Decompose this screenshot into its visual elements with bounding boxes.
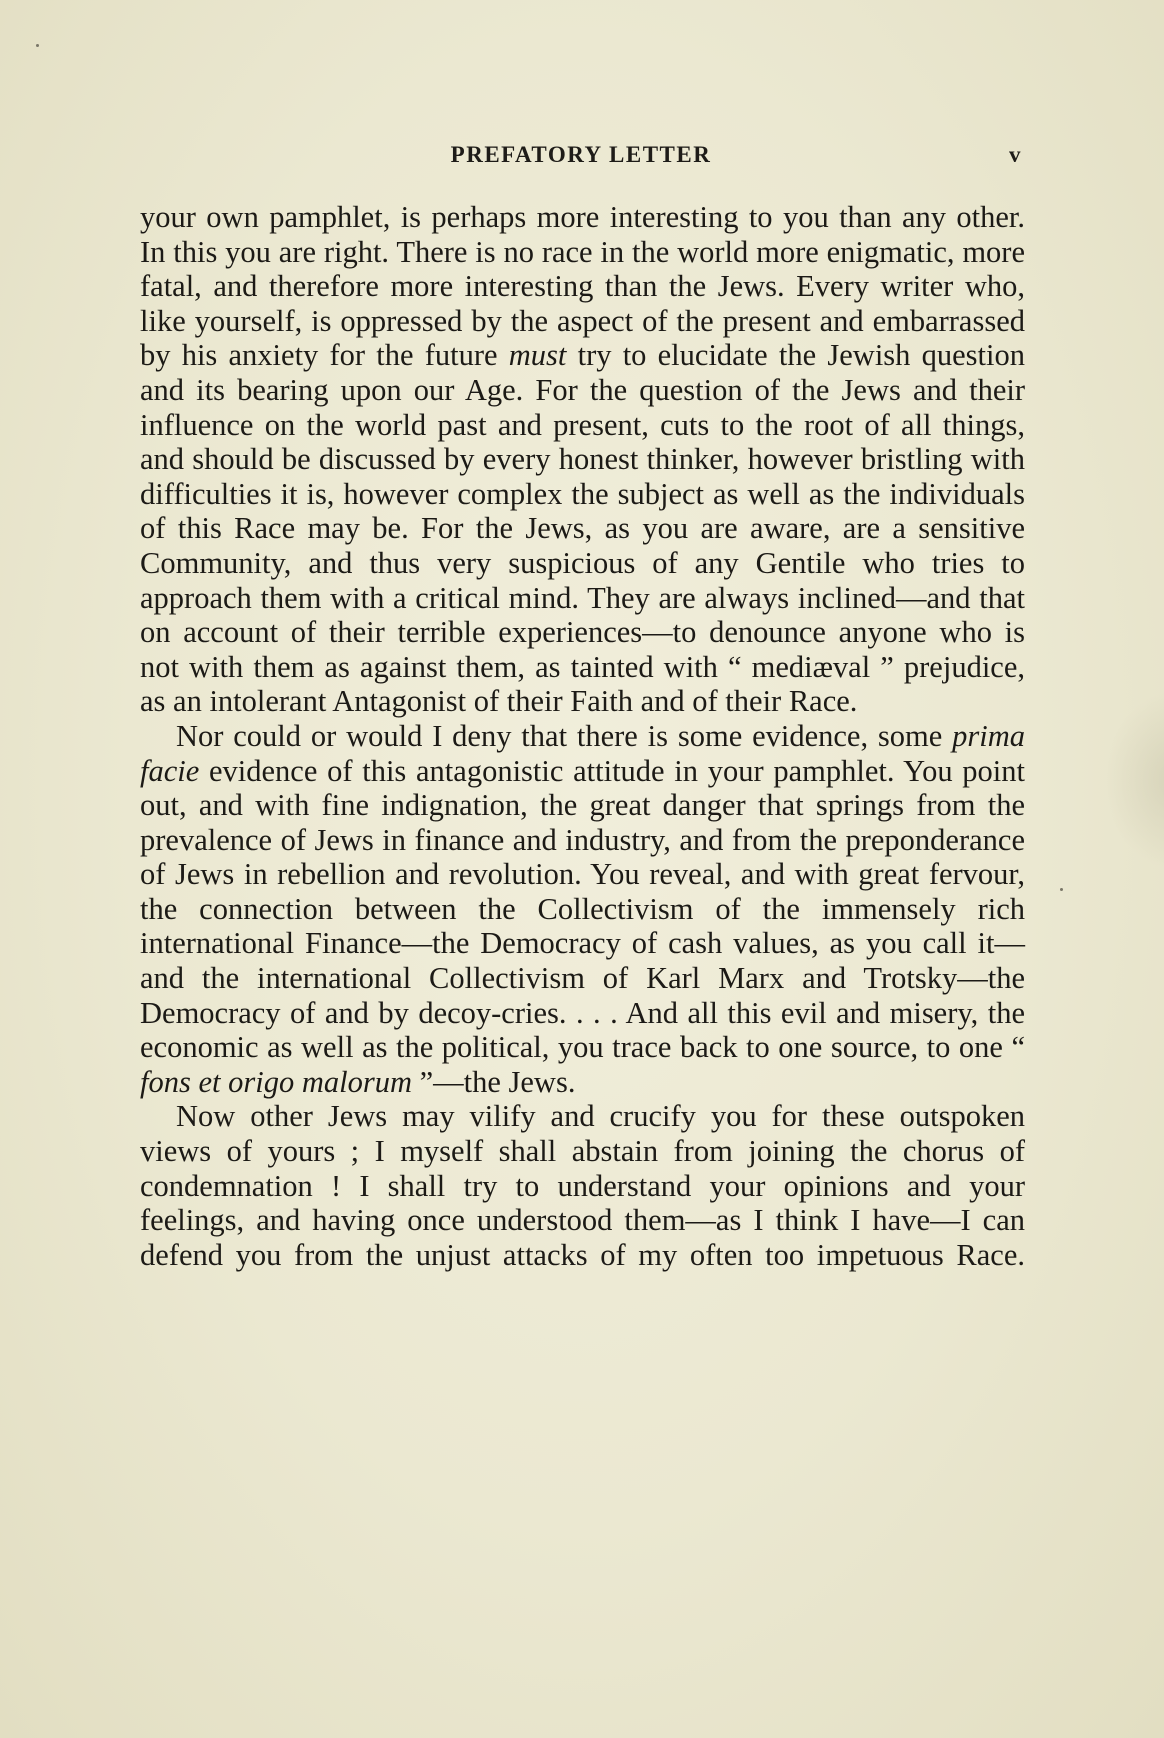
paragraph-3 — [140, 1099, 1025, 1272]
paragraph-2-text-3: ”—the Jews. — [411, 1064, 576, 1099]
italic-prima-facie: prima facie — [140, 718, 1025, 788]
paragraph-2-text-1: Nor could or would I deny that there is some evidence, some — [176, 718, 953, 753]
paper-speck — [36, 44, 39, 47]
page-number: v — [1009, 142, 1022, 167]
page-stain — [1104, 690, 1164, 870]
page-header — [140, 142, 1022, 178]
paragraph-1-text-2: try to elucidate the Jewish question and its bearing upon our Age. For the question of the Jews and their influence on the world past and present, cuts to the root of all things, and should be discussed by every honest thinker, however bristling with difficulties it is, however complex the subject as well as the individuals of this Race may be. For the Jews, as you are aware, are a sensitive Community, and thus very suspicious of any Gentile who tries to approach them with a critical mind. They are always inclined—and that on account of their terrible experiences—to denounce anyone who is not with them as against them, as tainted with “ mediæval ” prejudice, as an intolerant Antagonist of their Faith and of their Race. — [140, 338, 1025, 719]
paper-speck — [1060, 888, 1063, 891]
paragraph-2-text-2: evidence of this antagonistic attitude in your pamphlet. You point out, and with fine indignation, the great danger that springs from the prevalence of Jews in finance and industry, and from the preponderance of Jews in rebellion and revolution. You reveal, and with great fervour, the connection between the Collectivism of the immensely rich international Finance—the Democracy of cash values, as you call it—and the international Collectivism of Karl Marx and Trotsky—the Democracy of and by decoy-cries. . . . And all this evil and misery, the economic as well as the political, you trace back to one source, to one “ — [140, 753, 1025, 1065]
italic-fons-et-origo: fons et origo malorum — [140, 1064, 412, 1099]
paragraph-3-text: Now other Jews may vilify and crucify you for these outspoken views of yours ; I myself shall abstain from joining the chorus of condemnation ! I shall try to understand your opinions and your feelings, and having once understood them—as I think I have—I can defend you from the unjust attacks of my often too impetuous Race. — [140, 1099, 1025, 1272]
paragraph-1-text-1: your own pamphlet, is perhaps more interesting to you than any other. In this you are right. There is no race in the world more enigmatic, more fatal, and therefore more interesting than the Jews. Every writer who, like yourself, is oppressed by the aspect of the present and embarrassed by his anxiety for the future — [140, 200, 1025, 373]
running-head: PREFATORY LETTER — [450, 142, 712, 167]
body-text — [140, 200, 1025, 1272]
paragraph-2 — [140, 719, 1025, 1100]
italic-must: must — [508, 338, 567, 373]
paragraph-1 — [140, 200, 1025, 719]
